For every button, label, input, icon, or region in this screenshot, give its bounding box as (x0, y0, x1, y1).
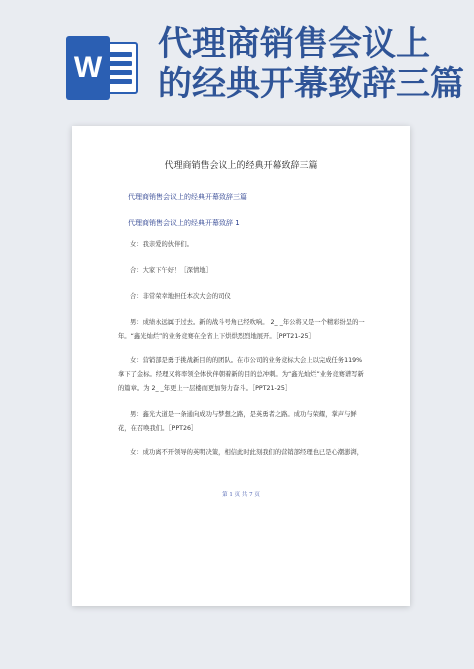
document-title: 代理商销售会议上的经典开幕致辞三篇 (164, 161, 318, 171)
paragraph-2: 合：大家下午好！［深情地］ (130, 267, 212, 274)
document-page (72, 126, 410, 606)
toc-heading-link[interactable]: 代理商销售会议上的经典开幕致辞三篇 (128, 193, 247, 201)
paragraph-5: 女：营销部是勇于挑战新目的的团队。在市公司的业务竞标大会上以完成任务119%拿下了金标。经理又将率领全体伙伴朝着新的目的总冲刺。为“鑫光灿烂”业务竞赛谱写新的篇章。为 2_ _年更上一层楼而更加努力奋斗。［PPT21-25］ (118, 357, 364, 392)
word-logo-letter: W (66, 36, 110, 100)
banner-title-line2: 的经典开幕致辞三篇 (158, 64, 464, 104)
paragraph-7: 女：成功离不开领导的英明决策，相信此时此刻我们的营销部经理也已是心潮澎湃， (130, 449, 363, 456)
word-document-icon (66, 36, 140, 100)
page-number-footer: 第 1 页 共 7 页 (222, 492, 260, 498)
banner-title (158, 24, 464, 104)
paragraph-1: 女：我亲爱的伙伴们。 (130, 241, 193, 248)
banner (0, 0, 474, 120)
toc-sub-link[interactable]: 代理商销售会议上的经典开幕致辞 1 (128, 219, 240, 227)
paragraph-3: 合：非常荣幸地担任本次大会的司仪 (130, 293, 231, 300)
banner-title-line1: 代理商销售会议上 (158, 24, 430, 64)
paragraph-6: 男：鑫光大道是一条通向成功与梦想之路，是英勇者之路。成功与荣耀，掌声与鲜花，在召唤我们。［PPT26］ (118, 411, 357, 432)
paragraph-4: 男：成绩永远属于过去。新的战斗号角已经吹响。 2_ _年公将又是一个精彩纷呈的一年。“鑫光灿烂”的业务竞赛在全省上下烘烘烈烈地展开。［PPT21-25］ (118, 319, 365, 340)
